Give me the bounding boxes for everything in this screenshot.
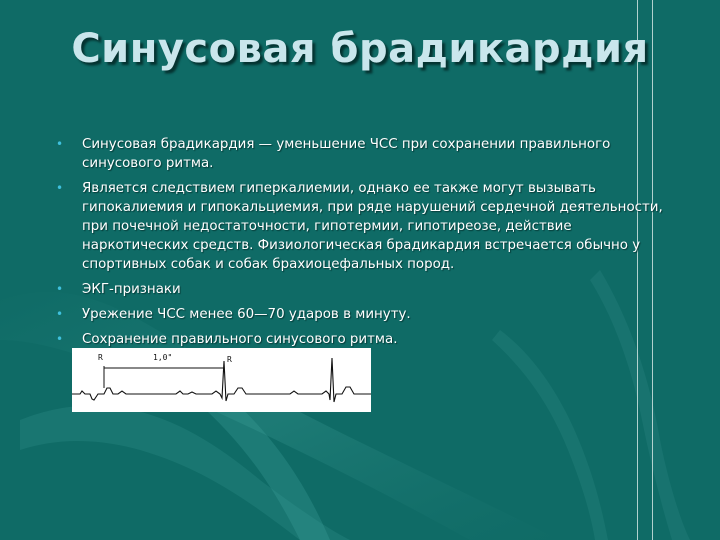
slide-title: Синусовая брадикардия — [71, 26, 649, 72]
bullet-text: Синусовая брадикардия — уменьшение ЧСС при сохранении правильного синусового ритма. — [82, 137, 611, 171]
bullet-text: Урежение ЧСС менее 60—70 ударов в минуту. — [82, 307, 411, 322]
bullet-item — [56, 280, 676, 299]
ecg-r-label-right: R — [227, 355, 232, 364]
bullet-text: ЭКГ-признаки — [82, 282, 181, 297]
bullet-icon: • — [56, 282, 64, 296]
bullet-item — [56, 305, 676, 324]
ecg-interval-label: 1,0" — [153, 353, 173, 362]
bullet-icon: • — [56, 332, 64, 346]
ecg-strip-image — [72, 348, 371, 412]
bullet-text: Сохранение правильного синусового ритма. — [82, 332, 398, 347]
bullet-list — [56, 135, 676, 355]
bullet-item — [56, 330, 676, 349]
bullet-item — [56, 135, 676, 173]
bullet-item — [56, 179, 676, 274]
bullet-icon: • — [56, 307, 64, 321]
ecg-trace — [72, 348, 371, 412]
bullet-text: Является следствием гиперкалиемии, однако ее также могут вызывать гипокалиемия и гипокальциемия, при ряде нарушений сердечной деятельности, при почечной недостаточности, гипотермии, гипотиреозе, действие наркотических средств. Физиологическая брадикардия встречается обычно у спортивных собак и собак брахиоцефальных пород. — [82, 181, 663, 272]
bullet-icon: • — [56, 137, 64, 151]
ecg-r-label-left: R — [98, 353, 103, 362]
bullet-icon: • — [56, 181, 64, 195]
